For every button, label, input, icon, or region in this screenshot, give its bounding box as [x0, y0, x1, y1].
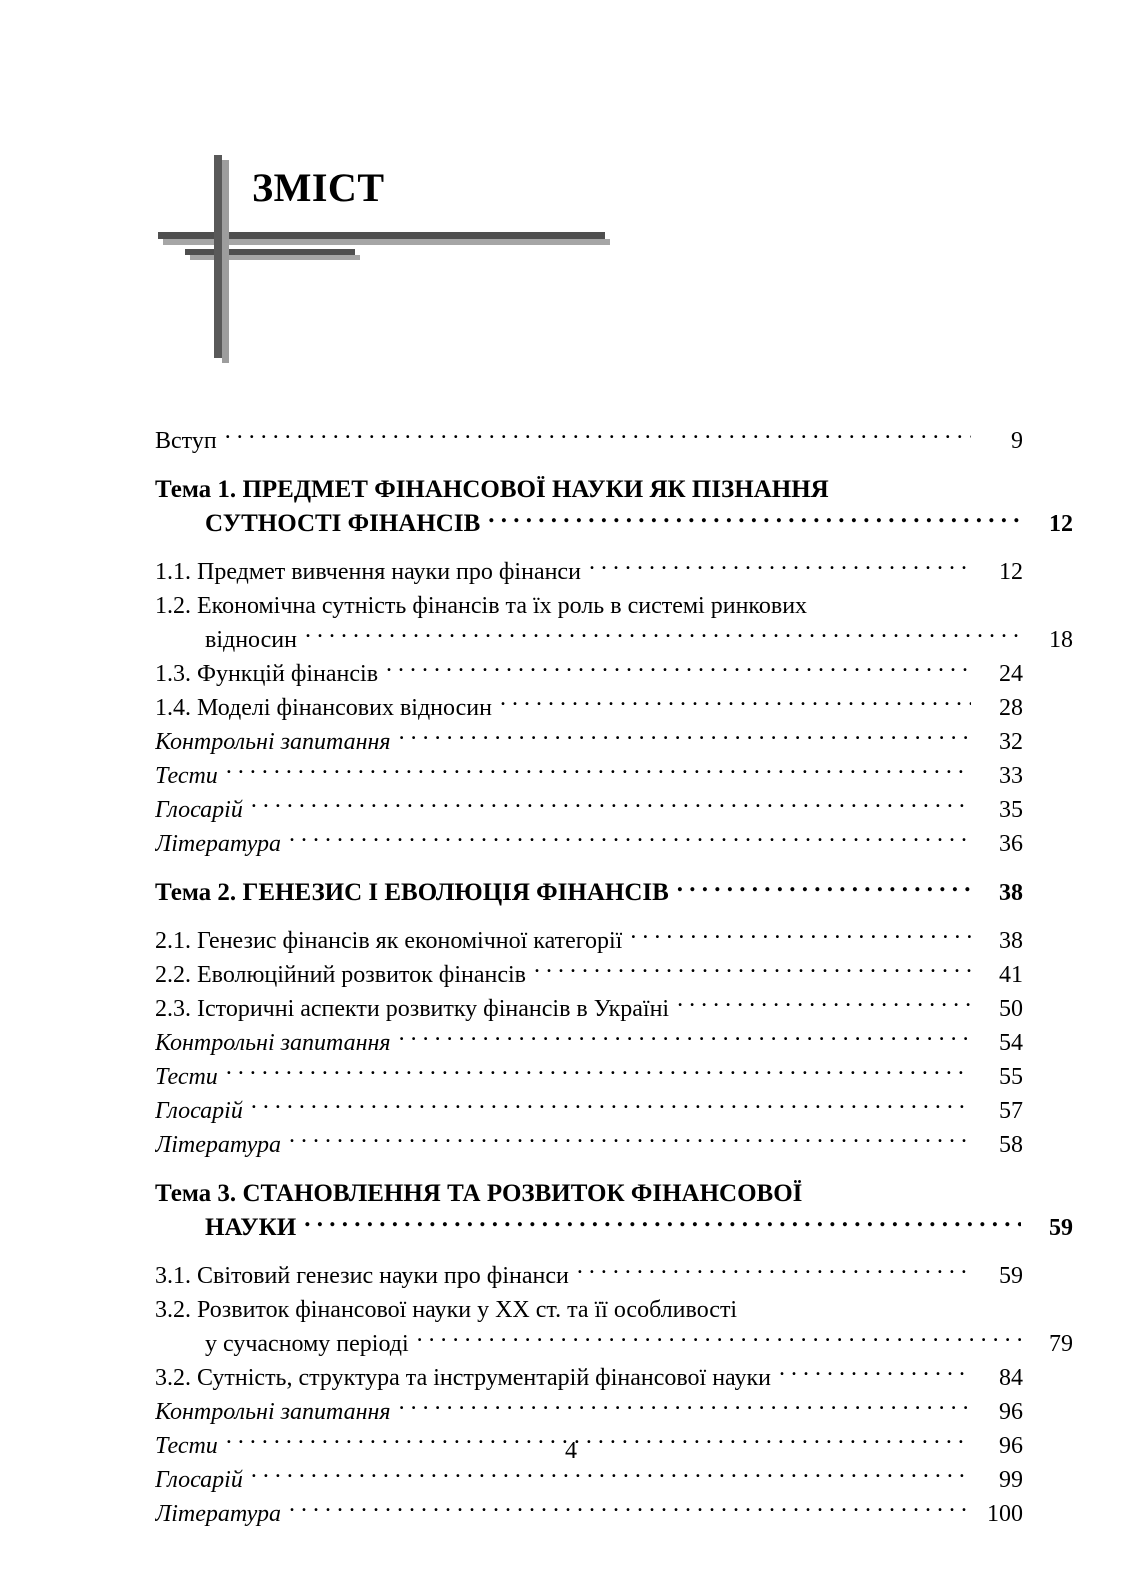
toc-leader-dots [225, 424, 971, 448]
toc-leader-dots [677, 992, 971, 1016]
toc-entry-label: Глосарій [155, 1098, 243, 1124]
toc-leader-dots [289, 1497, 971, 1521]
toc-entry-label: Контрольні запитання [155, 1030, 391, 1056]
toc-entry-number: Тема 2. [155, 879, 237, 906]
toc-entry-label: 1.3. Функцій фінансів [155, 661, 379, 687]
toc-entry-3-2b[interactable] [155, 1361, 1023, 1395]
toc-entry-t3-literatura[interactable] [155, 1497, 1023, 1531]
page-title: ЗМІСТ [252, 165, 385, 210]
toc-entry-page: 33 [999, 763, 1023, 789]
toc-entry-3-2[interactable] [155, 1293, 1023, 1327]
toc-entry-label: СУТНОСТІ ФІНАНСІВ [205, 510, 481, 537]
toc-entry-label: Тести [155, 763, 218, 789]
toc-entry-page: 100 [987, 1501, 1023, 1527]
toc-leader-dots [304, 1210, 1021, 1235]
ornament-long-rule-dark [158, 232, 605, 239]
toc-leader-dots [589, 555, 971, 579]
toc-leader-dots [417, 1327, 1021, 1351]
toc-leader-dots [577, 1259, 971, 1283]
toc-entry-t2-kontrolni[interactable] [155, 1026, 1023, 1060]
toc-entry-label: Література [155, 1501, 281, 1527]
toc-entry-page: 38 [999, 928, 1023, 954]
toc-leader-dots [289, 827, 971, 851]
toc-leader-dots [837, 472, 971, 497]
toc-entry-label: СТАНОВЛЕННЯ ТА РОЗВИТОК ФІНАНСОВОЇ [242, 1180, 803, 1207]
toc-entry-t1-literatura[interactable] [155, 827, 1023, 861]
toc-entry-page: 12 [1049, 511, 1073, 537]
toc-entry-label: Контрольні запитання [155, 729, 391, 755]
toc-entry-page: 99 [999, 1467, 1023, 1493]
toc-entry-label: Література [155, 1132, 281, 1158]
toc-entry-page: 96 [999, 1399, 1023, 1425]
toc-entry-page: 79 [1049, 1331, 1073, 1357]
toc-leader-dots [251, 1094, 971, 1118]
toc-entry-page: 84 [999, 1365, 1023, 1391]
toc-entry-tema-1-cont[interactable] [155, 506, 1073, 541]
toc-entry-page: 12 [999, 559, 1023, 585]
toc-entry-label: Вступ [155, 428, 217, 454]
toc-entry-page: 18 [1049, 627, 1073, 653]
ornament-long-rule-light [163, 239, 610, 245]
toc-entry-label: Література [155, 831, 281, 857]
toc-entry-label: Тести [155, 1433, 218, 1459]
toc-entry-t2-hlosarii[interactable] [155, 1094, 1023, 1128]
toc-entry-1-2-cont[interactable] [155, 623, 1073, 657]
toc-entry-label: 3.2. Розвиток фінансової науки у ХХ ст. та її особливості [155, 1297, 738, 1323]
toc-leader-dots [251, 793, 971, 817]
ornament-short-rule-light [190, 255, 360, 260]
toc-entry-page: 58 [999, 1132, 1023, 1158]
toc-entry-label: ПРЕДМЕТ ФІНАНСОВОЇ НАУКИ ЯК ПІЗНАННЯ [242, 476, 829, 503]
ornament-short-rule-dark [185, 249, 355, 255]
toc-entry-label: Тести [155, 1064, 218, 1090]
toc-entry-label: Контрольні запитання [155, 1399, 391, 1425]
toc-leader-dots [745, 1293, 971, 1317]
toc-leader-dots [226, 759, 971, 783]
toc-entry-page: 57 [999, 1098, 1023, 1124]
toc-entry-label: 2.2. Еволюційний розвиток фінансів [155, 962, 527, 988]
toc-entry-label: 3.2. Сутність, структура та інструментарій фінансової науки [155, 1365, 771, 1391]
toc-entry-page: 32 [999, 729, 1023, 755]
toc-entry-page: 96 [999, 1433, 1023, 1459]
toc-entry-t3-kontrolni[interactable] [155, 1395, 1023, 1429]
toc-leader-dots [399, 1026, 971, 1050]
ornament-vertical-rule-dark [214, 155, 222, 358]
toc-entry-3-2-cont[interactable] [155, 1327, 1073, 1361]
toc-entry-t1-kontrolni[interactable] [155, 725, 1023, 759]
toc-leader-dots [630, 924, 971, 948]
toc-leader-dots [815, 589, 971, 613]
toc-entry-page: 36 [999, 831, 1023, 857]
toc-entry-t1-testy[interactable] [155, 759, 1023, 793]
toc-leader-dots [500, 691, 971, 715]
folio-page-number: 4 [565, 1438, 577, 1464]
toc-entry-1-4[interactable] [155, 691, 1023, 725]
toc-leader-dots [488, 506, 1021, 531]
toc-entry-vstup[interactable] [155, 424, 1023, 458]
toc-entry-label: 1.1. Предмет вивчення науки про фінанси [155, 559, 581, 585]
toc-entry-number: Тема 3. [155, 1180, 237, 1207]
toc-leader-dots [534, 958, 971, 982]
toc-entry-label: у сучасному періоді [205, 1331, 409, 1357]
toc-entry-label: 1.4. Моделі фінансових відносин [155, 695, 492, 721]
toc-entry-page: 9 [1011, 428, 1023, 454]
toc-entry-tema-3-cont[interactable] [155, 1210, 1073, 1245]
toc-entry-1-3[interactable] [155, 657, 1023, 691]
toc-entry-label: 1.2. Економічна сутність фінансів та їх роль в системі ринкових [155, 593, 808, 619]
toc-entry-label: відносин [205, 627, 297, 653]
toc-entry-t2-testy[interactable] [155, 1060, 1023, 1094]
toc-entry-2-3[interactable] [155, 992, 1023, 1026]
toc-entry-label: 3.1. Світовий генезис науки про фінанси [155, 1263, 569, 1289]
toc-entry-label: 2.3. Історичні аспекти розвитку фінансів в Україні [155, 996, 670, 1022]
toc-leader-dots [677, 875, 971, 900]
toc-entry-page: 55 [999, 1064, 1023, 1090]
toc-entry-1-2[interactable] [155, 589, 1023, 623]
toc-entry-tema-3[interactable] [155, 1176, 1023, 1210]
toc-entry-page: 38 [999, 880, 1023, 906]
toc-entry-t2-literatura[interactable] [155, 1128, 1023, 1162]
toc-entry-t1-hlosarii[interactable] [155, 793, 1023, 827]
toc-entry-page: 59 [999, 1263, 1023, 1289]
toc-entry-1-1[interactable] [155, 555, 1023, 589]
toc-entry-label: НАУКИ [205, 1214, 297, 1241]
toc-entry-3-1[interactable] [155, 1259, 1023, 1293]
toc-entry-t3-hlosarii[interactable] [155, 1463, 1023, 1497]
toc-leader-dots [305, 623, 1021, 647]
toc-leader-dots [289, 1128, 971, 1152]
toc-leader-dots [226, 1060, 971, 1084]
table-of-contents [155, 424, 1073, 1531]
toc-entry-page: 35 [999, 797, 1023, 823]
toc-leader-dots [399, 725, 971, 749]
toc-entry-page: 24 [999, 661, 1023, 687]
toc-leader-dots [810, 1176, 971, 1201]
toc-entry-2-1[interactable] [155, 924, 1023, 958]
toc-entry-tema-1[interactable] [155, 472, 1023, 506]
toc-leader-dots [779, 1361, 971, 1385]
toc-entry-page: 54 [999, 1030, 1023, 1056]
toc-entry-label: Глосарій [155, 797, 243, 823]
toc-entry-label: Глосарій [155, 1467, 243, 1493]
toc-entry-tema-2[interactable] [155, 875, 1023, 910]
toc-entry-page: 41 [999, 962, 1023, 988]
toc-leader-dots [251, 1463, 971, 1487]
ornament-vertical-rule-light [222, 160, 229, 363]
toc-entry-label: ГЕНЕЗИС І ЕВОЛЮЦІЯ ФІНАНСІВ [242, 879, 669, 906]
toc-leader-dots [386, 657, 971, 681]
toc-entry-page: 59 [1049, 1215, 1073, 1241]
toc-entry-number: Тема 1. [155, 476, 237, 503]
toc-entry-page: 50 [999, 996, 1023, 1022]
toc-entry-2-2[interactable] [155, 958, 1023, 992]
toc-entry-label: 2.1. Генезис фінансів як економічної категорії [155, 928, 623, 954]
toc-leader-dots [399, 1395, 971, 1419]
toc-entry-page: 28 [999, 695, 1023, 721]
